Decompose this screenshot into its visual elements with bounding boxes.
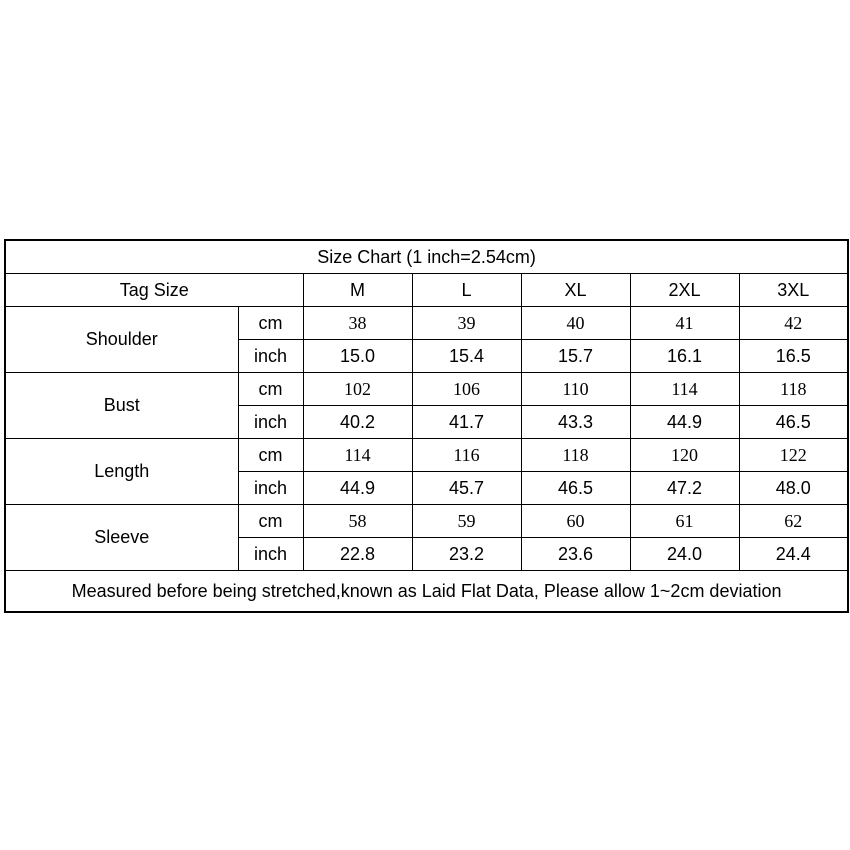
inch-value-cell: 45.7 — [412, 472, 521, 505]
tag-size-label: Tag Size — [5, 274, 303, 307]
measurement-label: Bust — [5, 373, 238, 439]
cm-value-cell: 40 — [521, 307, 630, 340]
inch-value-cell: 16.5 — [739, 340, 848, 373]
unit-label: inch — [238, 340, 303, 373]
size-header-cell: 3XL — [739, 274, 848, 307]
chart-title: Size Chart (1 inch=2.54cm) — [5, 240, 848, 274]
inch-value-cell: 40.2 — [303, 406, 412, 439]
cm-value-cell: 42 — [739, 307, 848, 340]
unit-label: cm — [238, 373, 303, 406]
inch-value-cell: 46.5 — [739, 406, 848, 439]
size-chart-table — [4, 239, 849, 613]
unit-label: inch — [238, 538, 303, 571]
inch-value-cell: 41.7 — [412, 406, 521, 439]
unit-label: cm — [238, 439, 303, 472]
cm-value-cell: 102 — [303, 373, 412, 406]
inch-value-cell: 46.5 — [521, 472, 630, 505]
unit-label: inch — [238, 472, 303, 505]
measurement-label: Sleeve — [5, 505, 238, 571]
measurement-label: Shoulder — [5, 307, 238, 373]
inch-value-cell: 48.0 — [739, 472, 848, 505]
cm-value-cell: 106 — [412, 373, 521, 406]
size-header-cell: 2XL — [630, 274, 739, 307]
inch-value-cell: 16.1 — [630, 340, 739, 373]
size-header-cell: XL — [521, 274, 630, 307]
table-row — [5, 439, 848, 472]
cm-value-cell: 120 — [630, 439, 739, 472]
unit-label: cm — [238, 307, 303, 340]
note-row — [5, 571, 848, 613]
cm-value-cell: 59 — [412, 505, 521, 538]
size-header-cell: L — [412, 274, 521, 307]
unit-label: cm — [238, 505, 303, 538]
inch-value-cell: 44.9 — [630, 406, 739, 439]
inch-value-cell: 23.6 — [521, 538, 630, 571]
cm-value-cell: 62 — [739, 505, 848, 538]
table-row — [5, 307, 848, 340]
measurement-note: Measured before being stretched,known as Laid Flat Data, Please allow 1~2cm deviation — [5, 571, 848, 613]
cm-value-cell: 61 — [630, 505, 739, 538]
cm-value-cell: 114 — [303, 439, 412, 472]
inch-value-cell: 15.4 — [412, 340, 521, 373]
cm-value-cell: 110 — [521, 373, 630, 406]
inch-value-cell: 47.2 — [630, 472, 739, 505]
cm-value-cell: 41 — [630, 307, 739, 340]
inch-value-cell: 43.3 — [521, 406, 630, 439]
inch-value-cell: 15.7 — [521, 340, 630, 373]
inch-value-cell: 15.0 — [303, 340, 412, 373]
unit-label: inch — [238, 406, 303, 439]
inch-value-cell: 24.0 — [630, 538, 739, 571]
measurement-label: Length — [5, 439, 238, 505]
header-row — [5, 274, 848, 307]
size-header-cell: M — [303, 274, 412, 307]
cm-value-cell: 116 — [412, 439, 521, 472]
cm-value-cell: 118 — [521, 439, 630, 472]
cm-value-cell: 60 — [521, 505, 630, 538]
cm-value-cell: 58 — [303, 505, 412, 538]
table-row — [5, 505, 848, 538]
title-row — [5, 240, 848, 274]
cm-value-cell: 118 — [739, 373, 848, 406]
cm-value-cell: 122 — [739, 439, 848, 472]
inch-value-cell: 23.2 — [412, 538, 521, 571]
inch-value-cell: 22.8 — [303, 538, 412, 571]
cm-value-cell: 39 — [412, 307, 521, 340]
inch-value-cell: 24.4 — [739, 538, 848, 571]
table-row — [5, 373, 848, 406]
cm-value-cell: 38 — [303, 307, 412, 340]
cm-value-cell: 114 — [630, 373, 739, 406]
inch-value-cell: 44.9 — [303, 472, 412, 505]
